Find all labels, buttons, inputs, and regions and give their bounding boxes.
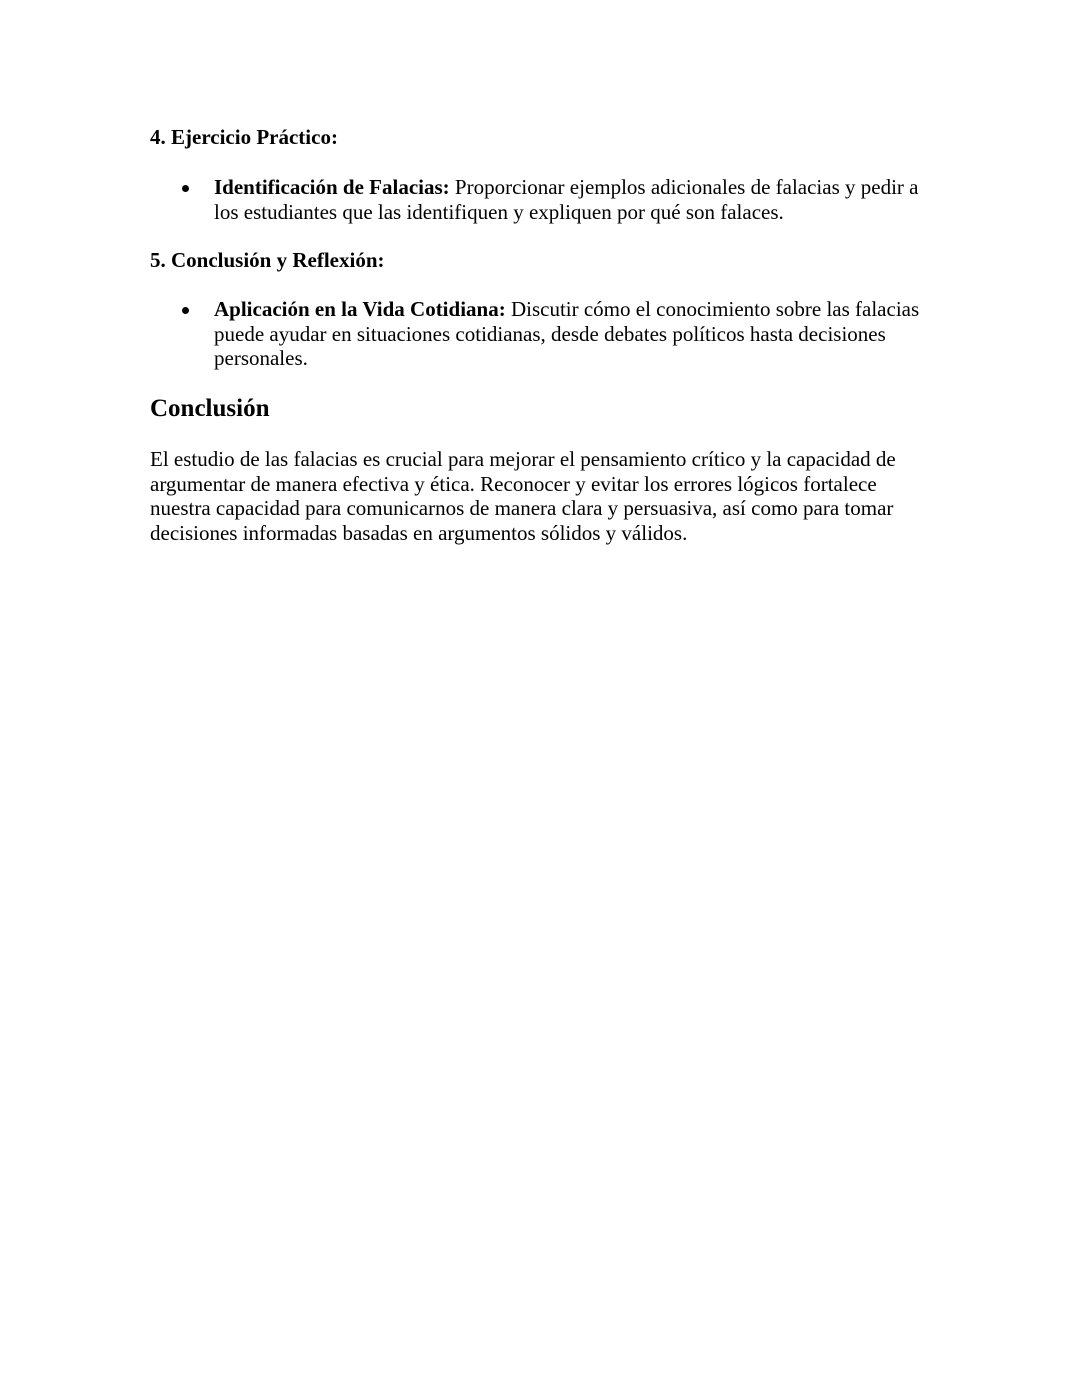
conclusion-title: Conclusión (150, 395, 270, 422)
list-item-aplicacion-vida-cotidiana (150, 297, 940, 371)
list-item-identificacion-falacias (150, 175, 940, 224)
conclusion-paragraph: El estudio de las falacias es crucial para mejorar el pensamiento crítico y la capacidad de argumentar de manera efectiva y ética. Reconocer y evitar los errores lógicos fortalece nuestra capacidad para comunicarnos de manera clara y persuasiva, así como para tomar decisiones informadas basadas en argumentos sólidos y válidos. (150, 447, 896, 545)
section-heading-conclusion-reflexion: 5. Conclusión y Reflexión: (150, 248, 385, 272)
list-item-description: Discutir cómo el conocimiento sobre las falacias puede ayudar en situaciones cotidianas, desde debates políticos hasta decisiones personales. (214, 297, 920, 370)
list-item-description: Proporcionar ejemplos adicionales de falacias y pedir a los estudiantes que las identifiquen y expliquen por qué son falaces. (214, 175, 919, 224)
list-item-text (214, 297, 934, 371)
bullet-icon (150, 297, 214, 371)
list-item-term: Aplicación en la Vida Cotidiana: (214, 297, 506, 321)
list-item-text (214, 175, 934, 224)
section-heading-ejercicio-practico: 4. Ejercicio Práctico: (150, 125, 338, 149)
bullet-icon (150, 175, 214, 224)
list-item-term: Identificación de Falacias: (214, 175, 450, 199)
